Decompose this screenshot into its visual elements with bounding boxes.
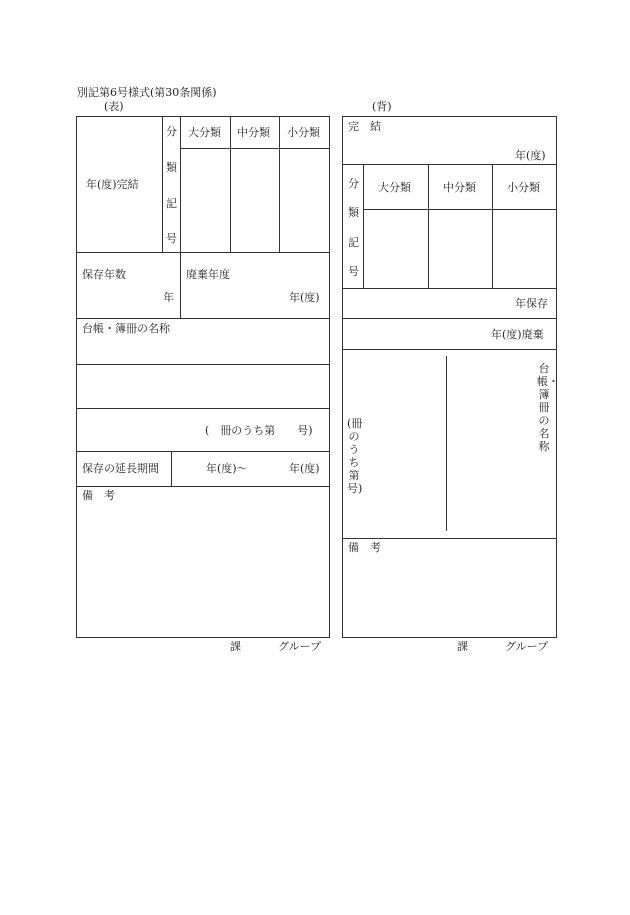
back-bunrui-char: 記	[348, 236, 359, 249]
front-cat-medium: 中分類	[237, 126, 270, 139]
front-bunrui-char: 号	[166, 232, 177, 245]
back-divider	[492, 164, 493, 288]
front-disposal-year: 廃棄年度	[186, 268, 230, 281]
back-year-retention: 年保存	[515, 297, 548, 310]
back-divider	[428, 164, 429, 288]
back-divider	[342, 318, 557, 319]
front-divider	[230, 116, 231, 252]
front-form	[76, 116, 330, 638]
back-form	[342, 116, 557, 638]
front-label: (表)	[104, 100, 124, 113]
front-divider	[76, 364, 330, 365]
front-divider	[76, 408, 330, 409]
back-bunrui-char: 類	[348, 206, 359, 219]
back-divider	[363, 209, 557, 210]
front-divider	[76, 318, 330, 319]
back-divider	[363, 164, 364, 288]
front-cat-large: 大分類	[188, 126, 221, 139]
front-divider	[171, 451, 172, 486]
back-remarks: 備 考	[348, 541, 381, 554]
back-divider	[342, 164, 557, 165]
front-bunrui-char: 類	[166, 161, 177, 174]
back-volume-vertical: (冊のうち第 号)	[347, 417, 382, 495]
front-footer-ka: 課	[230, 640, 241, 653]
back-bunrui-char: 分	[348, 177, 359, 190]
back-footer-ka: 課	[457, 640, 468, 653]
back-label: (背)	[372, 100, 392, 113]
form-title: 別記第6号様式(第30条関係)	[77, 86, 217, 99]
front-extension-to: 年(度)	[289, 462, 320, 475]
front-divider	[162, 116, 163, 252]
front-remarks: 備 考	[82, 489, 115, 502]
back-cat-medium: 中分類	[443, 181, 476, 194]
back-footer-group: グループ	[505, 640, 549, 653]
front-divider	[279, 116, 280, 252]
front-divider	[180, 252, 181, 318]
front-divider	[180, 116, 181, 252]
back-divider	[342, 538, 557, 539]
front-footer-group: グループ	[278, 640, 322, 653]
back-cat-large: 大分類	[378, 181, 411, 194]
front-year-unit: 年	[163, 291, 174, 304]
front-cat-small: 小分類	[287, 126, 320, 139]
front-extension-from: 年(度)～	[206, 462, 248, 475]
front-divider	[76, 451, 330, 452]
front-bunrui-char: 分	[166, 125, 177, 138]
front-divider	[76, 252, 330, 253]
back-bunrui-char: 号	[348, 265, 359, 278]
front-divider	[76, 486, 330, 487]
back-completion: 完 結	[348, 120, 381, 133]
front-divider	[180, 148, 330, 149]
front-ledger-name: 台帳・簿冊の名称	[82, 322, 170, 335]
back-year-do: 年(度)	[515, 149, 546, 162]
front-year-do: 年(度)	[289, 291, 320, 304]
front-year-completed: 年(度)完結	[86, 178, 139, 191]
back-ledger-name-vertical: 台帳・簿冊の名称	[537, 362, 559, 453]
front-bunrui-char: 記	[166, 197, 177, 210]
back-divider	[342, 288, 557, 289]
front-volume-of: ( 冊のうち第 号)	[205, 424, 313, 437]
back-divider	[342, 349, 557, 350]
front-extension-label: 保存の延長期間	[82, 462, 159, 475]
back-cat-small: 小分類	[507, 181, 540, 194]
back-year-disposal: 年(度)廃棄	[491, 328, 544, 341]
back-inner-rule	[446, 356, 447, 531]
front-retention-years: 保存年数	[82, 268, 126, 281]
